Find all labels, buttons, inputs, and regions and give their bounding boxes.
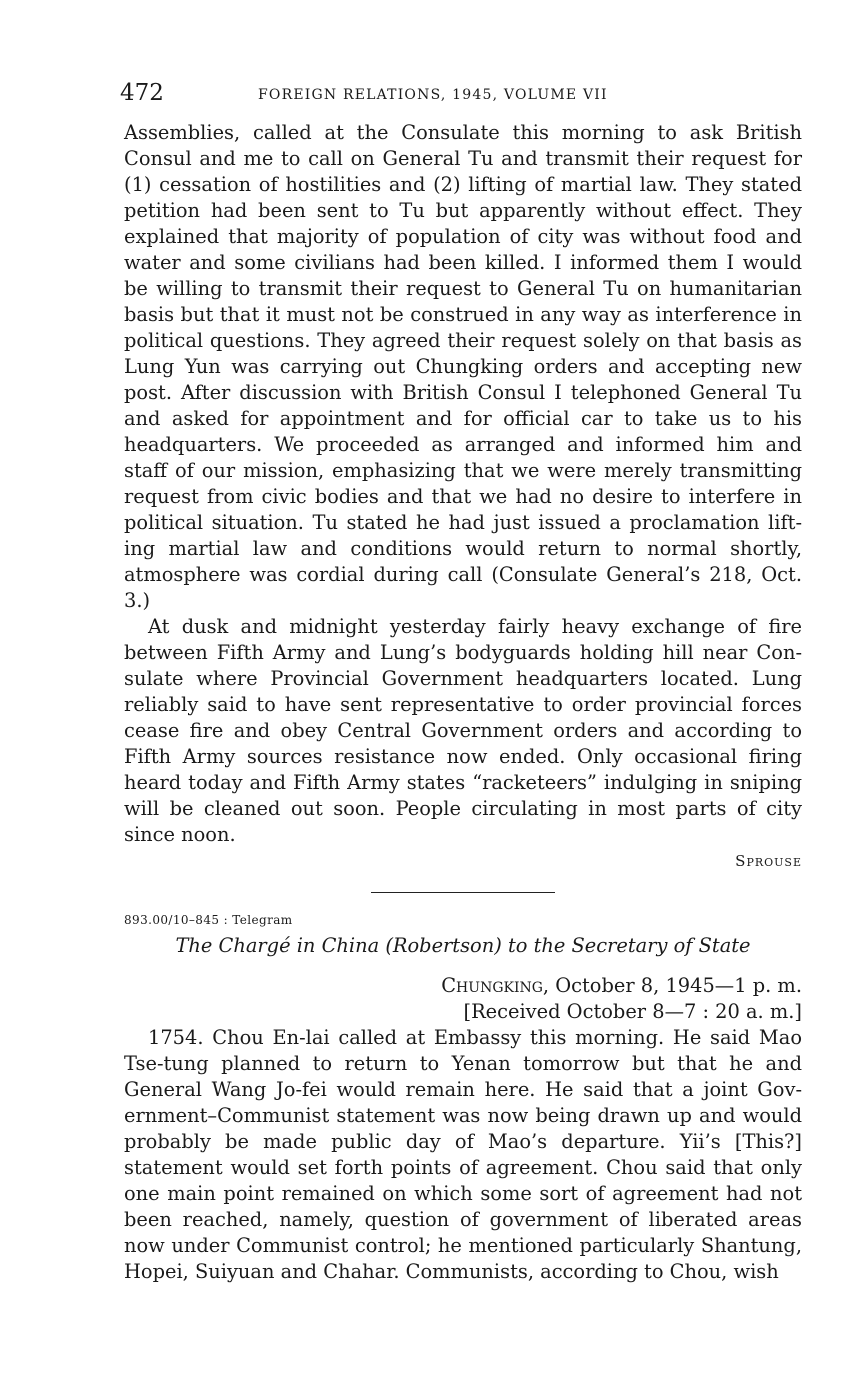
dateline-place: Chungking: [441, 974, 543, 997]
page-number: 472: [120, 80, 164, 106]
paragraph-1754: 1754. Chou En-lai called at Embassy this morning. He said Mao Tse-tung planned to return to Yenan tomorrow but that he and General Wang Jo-fei would remain here. He said that a joint Government–Communist statement was now being drawn up and would probably be made public day of Mao’s departure. Yii’s [This?] statement would set forth points of agreement. Chou said that only one main point remained on which some sort of agreement had not been reached, namely, question of government of liberated areas now under Communist control; he mentioned particularly Shantung, Hopei, Suiyuan and Chahar. Communists, according to Chou, wish: [124, 1026, 802, 1283]
document-page: [120, 80, 802, 1285]
dateline-date: , October 8, 1945—1 p. m.: [542, 974, 802, 997]
document-body: [124, 120, 802, 848]
received-line: [Received October 8—7 : 20 a. m.]: [463, 1000, 802, 1023]
section-divider: [371, 892, 555, 893]
page-header: [120, 80, 802, 110]
document-title: The Chargé in China (Robertson) to the Secretary of State: [175, 934, 751, 957]
paragraph-fire-exchange: At dusk and midnight yesterday fairly heavy exchange of fire between Fifth Army and Lung’s bodyguards holding hill near Consulate where Provincial Government headquarters located. Lung reliably said to have sent representative to order provincial forces cease fire and obey Central Government orders and according to Fifth Army sources resistance now ended. Only occasional firing heard today and Fifth Army states “racketeers” indulging in sniping will be cleaned out soon. People circulating in most parts of city since noon.: [124, 615, 802, 846]
document-reference: 893.00/10–845 : Telegram: [124, 913, 293, 927]
dateline: [124, 973, 802, 999]
telegram-body: [124, 1025, 802, 1285]
signature-sprouse: Sprouse: [735, 852, 802, 870]
running-head: FOREIGN RELATIONS, 1945, VOLUME VII: [258, 87, 608, 103]
paragraph-continued: Assemblies, called at the Consulate this morning to ask British Consul and me to call on General Tu and transmit their request for (1) cessation of hostilities and (2) lifting of martial law. They stated petition had been sent to Tu but apparently without effect. They explained that majority of population of city was without food and water and some civilians had been killed. I informed them I would be willing to transmit their request to General Tu on humanitarian basis but that it must not be construed in any way as interference in political questions. They agreed their request solely on that basis as Lung Yun was carrying out Chungking orders and accepting new post. After discussion with British Consul I telephoned General Tu and asked for appointment and for official car to take us to his headquarters. We proceeded as arranged and informed him and staff of our mission, emphasizing that we were merely transmitting request from civic bodies and that we had no desire to interfere in political situation. Tu stated he had just issued a proclamation lifting martial law and conditions would return to normal shortly, atmosphere was cordial during call (Consulate General’s 218, Oct. 3.): [124, 121, 802, 612]
